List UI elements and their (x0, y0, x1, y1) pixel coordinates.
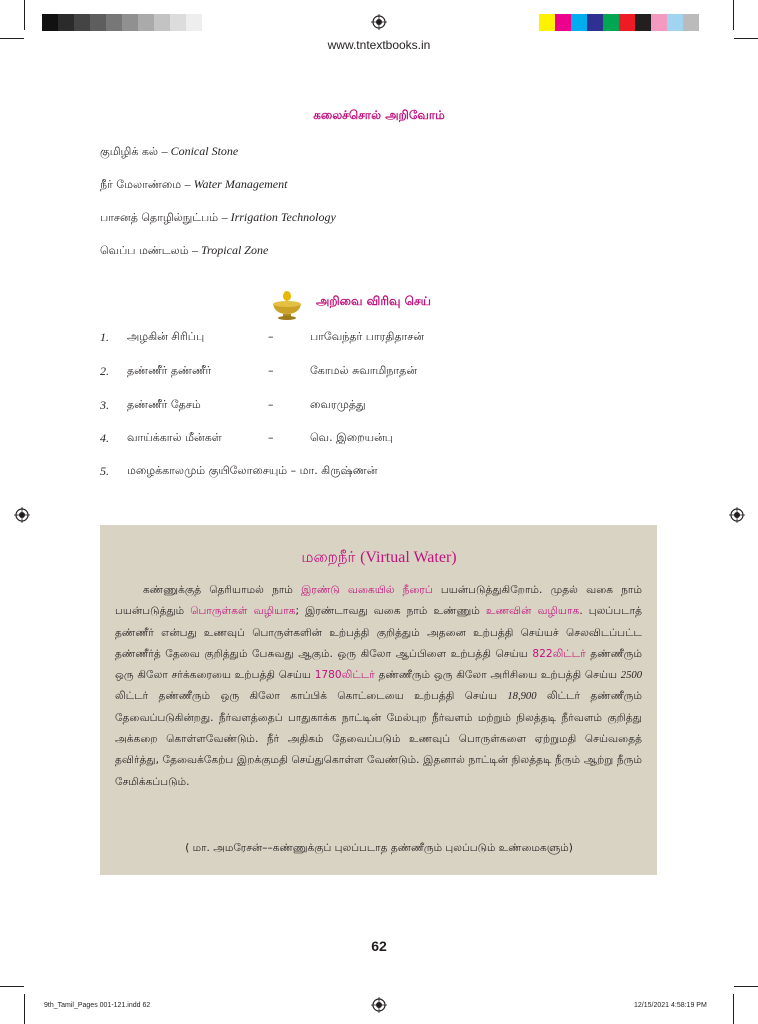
grayscale-swatches (42, 14, 202, 31)
website-header: www.tntextbooks.in (327, 38, 431, 52)
glossary-title: கலைச்சொல் அறிவோம் (313, 108, 445, 122)
virtual-water-title: மறைநீர் (Virtual Water) (301, 548, 457, 566)
term-tamil: நீர் மேலாண்மை (100, 178, 182, 191)
lamp-icon (270, 290, 304, 320)
glossary-term (100, 144, 238, 160)
work-title: அழகின் சிரிப்பு (127, 330, 205, 343)
author-name: வைரமுத்து (310, 398, 366, 411)
footer-timestamp: 12/15/2021 4:58:19 PM (634, 1002, 707, 1009)
author-name: கோமல் சுவாமிநாதன் (310, 364, 417, 377)
registration-mark-icon (14, 507, 30, 523)
term-english: – Water Management (184, 177, 288, 191)
crop-mark (0, 986, 24, 987)
term-english: – Tropical Zone (192, 243, 269, 257)
crop-mark (733, 0, 734, 30)
term-english: – Conical Stone (161, 144, 239, 158)
glossary-term (100, 210, 336, 226)
author-name: வெ. இறையன்பு (310, 431, 393, 444)
author-name: பாவேந்தர் பாரதிதாசன் (310, 330, 425, 343)
work-title: வாய்க்கால் மீன்கள் (127, 431, 222, 444)
citation: ( மா. அமரேசன்––கண்ணுக்குப் புலப்படாத தண்ணீரும் புலப்படும் உண்மைகளும்) (185, 842, 573, 854)
registration-mark-icon (371, 997, 387, 1013)
term-tamil: குமிழிக் கல் (100, 145, 159, 158)
glossary-term (100, 177, 287, 193)
crop-mark (24, 994, 25, 1024)
glossary-term (100, 243, 268, 259)
virtual-water-paragraph: கண்ணுக்குத் தெரியாமல் நாம் இரண்டு வகையில் நீரைப் பயன்படுத்துகிறோம். முதல் வகை நாம் பயன்படுத்தும் பொருள்கள் வழியாக; இரண்டாவது வகை நாம் உண்ணும் உணவின் வழியாக. புலப்படாத் தண்ணீர் என்பது உணவுப் பொருள்களின் உற்பத்தி குறித்தும் அதனை உற்பத்தி செய்யச் செலவிடப்பட்ட தண்ணீர்த் தேவை குறித்தும் பேசுவது ஆகும். ஒரு கிலோ ஆப்பிளை உற்பத்தி செய்ய 822லிட்டர் தண்ணீரும் ஒரு கிலோ சர்க்கரையை உற்பத்தி செய்ய 1780லிட்டர் தண்ணீரும் ஒரு கிலோ அரிசியை உற்பத்தி செய்ய 2500 லிட்டர் தண்ணீரும் ஒரு கிலோ காப்பிக் கொட்டையை உற்பத்தி செய்ய 18,900 லிட்டர் தண்ணீரும் தேவைப்படுகின்றது. நீர்வளத்தைப் பாதுகாக்க நாட்டின் மேல்புற நீர்வளம் மற்றும் நிலத்தடி நீர்வளம் குறித்து அக்கறை கொள்ளவேண்டும். நீர் அதிகம் தேவைப்படும் உணவுப் பொருள்களை ஏற்றுமதி செய்வதைத் தவிர்த்து, தேவைக்கேற்ப இறக்குமதி செய்துகொள்ள வேண்டும். இதனால் நாட்டின் நிலத்தடி நீரும் ஆற்று நீரும் சேமிக்கப்படும். (115, 584, 643, 788)
work-title: தண்ணீர் தண்ணீர் (127, 364, 212, 377)
page-number: 62 (371, 938, 387, 954)
crop-mark (734, 986, 758, 987)
color-swatches (539, 14, 699, 31)
footer-file: 9th_Tamil_Pages 001-121.indd 62 (44, 1002, 151, 1009)
registration-mark-icon (729, 507, 745, 523)
term-tamil: வெப்ப மண்டலம் (100, 244, 189, 257)
work-title: மழைக்காலமும் குயிலோசையும் – மா. கிருஷ்ணன் (127, 464, 378, 477)
further-reading-title: அறிவை விரிவு செய் (316, 294, 431, 308)
term-english: – Irrigation Technology (221, 210, 336, 224)
registration-mark-icon (371, 14, 387, 30)
crop-mark (733, 994, 734, 1024)
term-tamil: பாசனத் தொழில்நுட்பம் (100, 211, 219, 224)
crop-mark (24, 0, 25, 30)
work-title: தண்ணீர் தேசம் (127, 398, 201, 411)
